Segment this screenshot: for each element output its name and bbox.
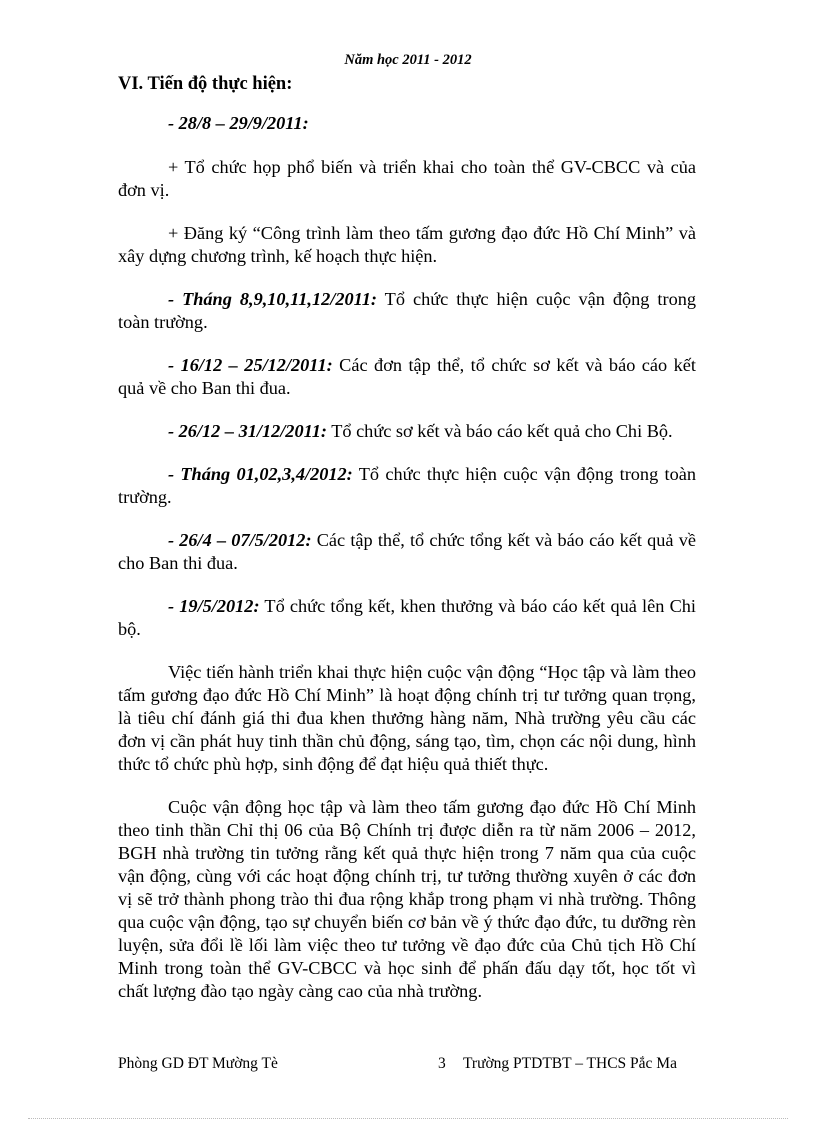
footer-school: Trường PTDTBT – THCS Pắc Ma [463, 1055, 677, 1072]
body-paragraph: Cuộc vận động học tập và làm theo tấm gương đạo đức Hồ Chí Minh theo tinh thần Chỉ thị 06 của Bộ Chính trị được diễn ra từ năm 2006 – 2012, BGH nhà trường tin tưởng rằng kết quả thực hiện trong 7 năm qua của cuộc vận động, cùng với các hoạt động chính trị, tư tưởng thường xuyên ở các đơn vị sẽ trở thành phong trào thi đua rộng khắp trong phạm vi nhà trường. Thông qua cuộc vận động, tạo sự chuyển biến cơ bản về ý thức đạo đức, tu dưỡng rèn luyện, sửa đổi lề lối làm việc theo tư tưởng về đạo đức của Chủ tịch Hồ Chí Minh trong toàn thể GV-CBCC và học sinh để phấn đấu dạy tốt, học tốt vì chất lượng đào tạo ngày càng cao của nhà trường. [118, 797, 696, 1001]
schedule-text: Tổ chức thực hiện cuộc vận động trong toàn trường. [118, 289, 696, 332]
schedule-item [118, 354, 696, 400]
footer-department: Phòng GD ĐT Mường Tè [118, 1055, 278, 1072]
schedule-item [118, 595, 696, 641]
body-paragraph: Việc tiến hành triển khai thực hiện cuộc vận động “Học tập và làm theo tấm gương đạo đức Hồ Chí Minh” là hoạt động chính trị tư tưởng quan trọng, là tiêu chí đánh giá thi đua khen thưởng hàng năm, Nhà trường yêu cầu các đơn vị cần phát huy tinh thần chủ động, sáng tạo, tìm, chọn các nội dung, hình thức tổ chức phù hợp, sinh động để đạt hiệu quả thiết thực. [118, 662, 696, 774]
section-title: VI. Tiến độ thực hiện: [118, 74, 293, 94]
schedule-date: - 19/5/2012: [168, 596, 260, 616]
schedule-item [118, 529, 696, 575]
schedule-item [118, 420, 696, 443]
schedule-date: - Tháng 8,9,10,11,12/2011: [168, 289, 377, 309]
schedule-item [118, 288, 696, 334]
page-header: Năm học 2011 - 2012 [344, 52, 472, 68]
schedule-item [118, 463, 696, 509]
schedule-date: - 16/12 – 25/12/2011: [168, 355, 333, 375]
schedule-text: Tổ chức thực hiện cuộc vận động trong toàn trường. [118, 464, 696, 507]
page-footer [118, 1055, 698, 1075]
schedule-text: Tổ chức tổng kết, khen thưởng và báo cáo kết quả lên Chi bộ. [118, 596, 696, 639]
page-bottom-divider [28, 1118, 788, 1119]
schedule-date: - 28/8 – 29/9/2011: [168, 113, 309, 133]
schedule-item: + Đăng ký “Công trình làm theo tấm gương đạo đức Hồ Chí Minh” và xây dựng chương trình, kế hoạch thực hiện. [118, 223, 696, 266]
schedule-date: - 26/12 – 31/12/2011: [168, 421, 327, 441]
schedule-item [118, 112, 696, 135]
page-number: 3 [438, 1055, 446, 1072]
schedule-date: - 26/4 – 07/5/2012: [168, 530, 312, 550]
schedule-item: + Tổ chức họp phổ biến và triển khai cho toàn thể GV-CBCC và của đơn vị. [118, 157, 696, 200]
schedule-date: - Tháng 01,02,3,4/2012: [168, 464, 353, 484]
schedule-text: Các tập thể, tổ chức tổng kết và báo cáo kết quả về cho Ban thi đua. [118, 530, 696, 573]
schedule-text: Tổ chức sơ kết và báo cáo kết quả cho Chi Bộ. [326, 421, 673, 441]
document-body [118, 112, 696, 1003]
schedule-text: Các đơn tập thể, tổ chức sơ kết và báo cáo kết quả về cho Ban thi đua. [118, 355, 696, 398]
